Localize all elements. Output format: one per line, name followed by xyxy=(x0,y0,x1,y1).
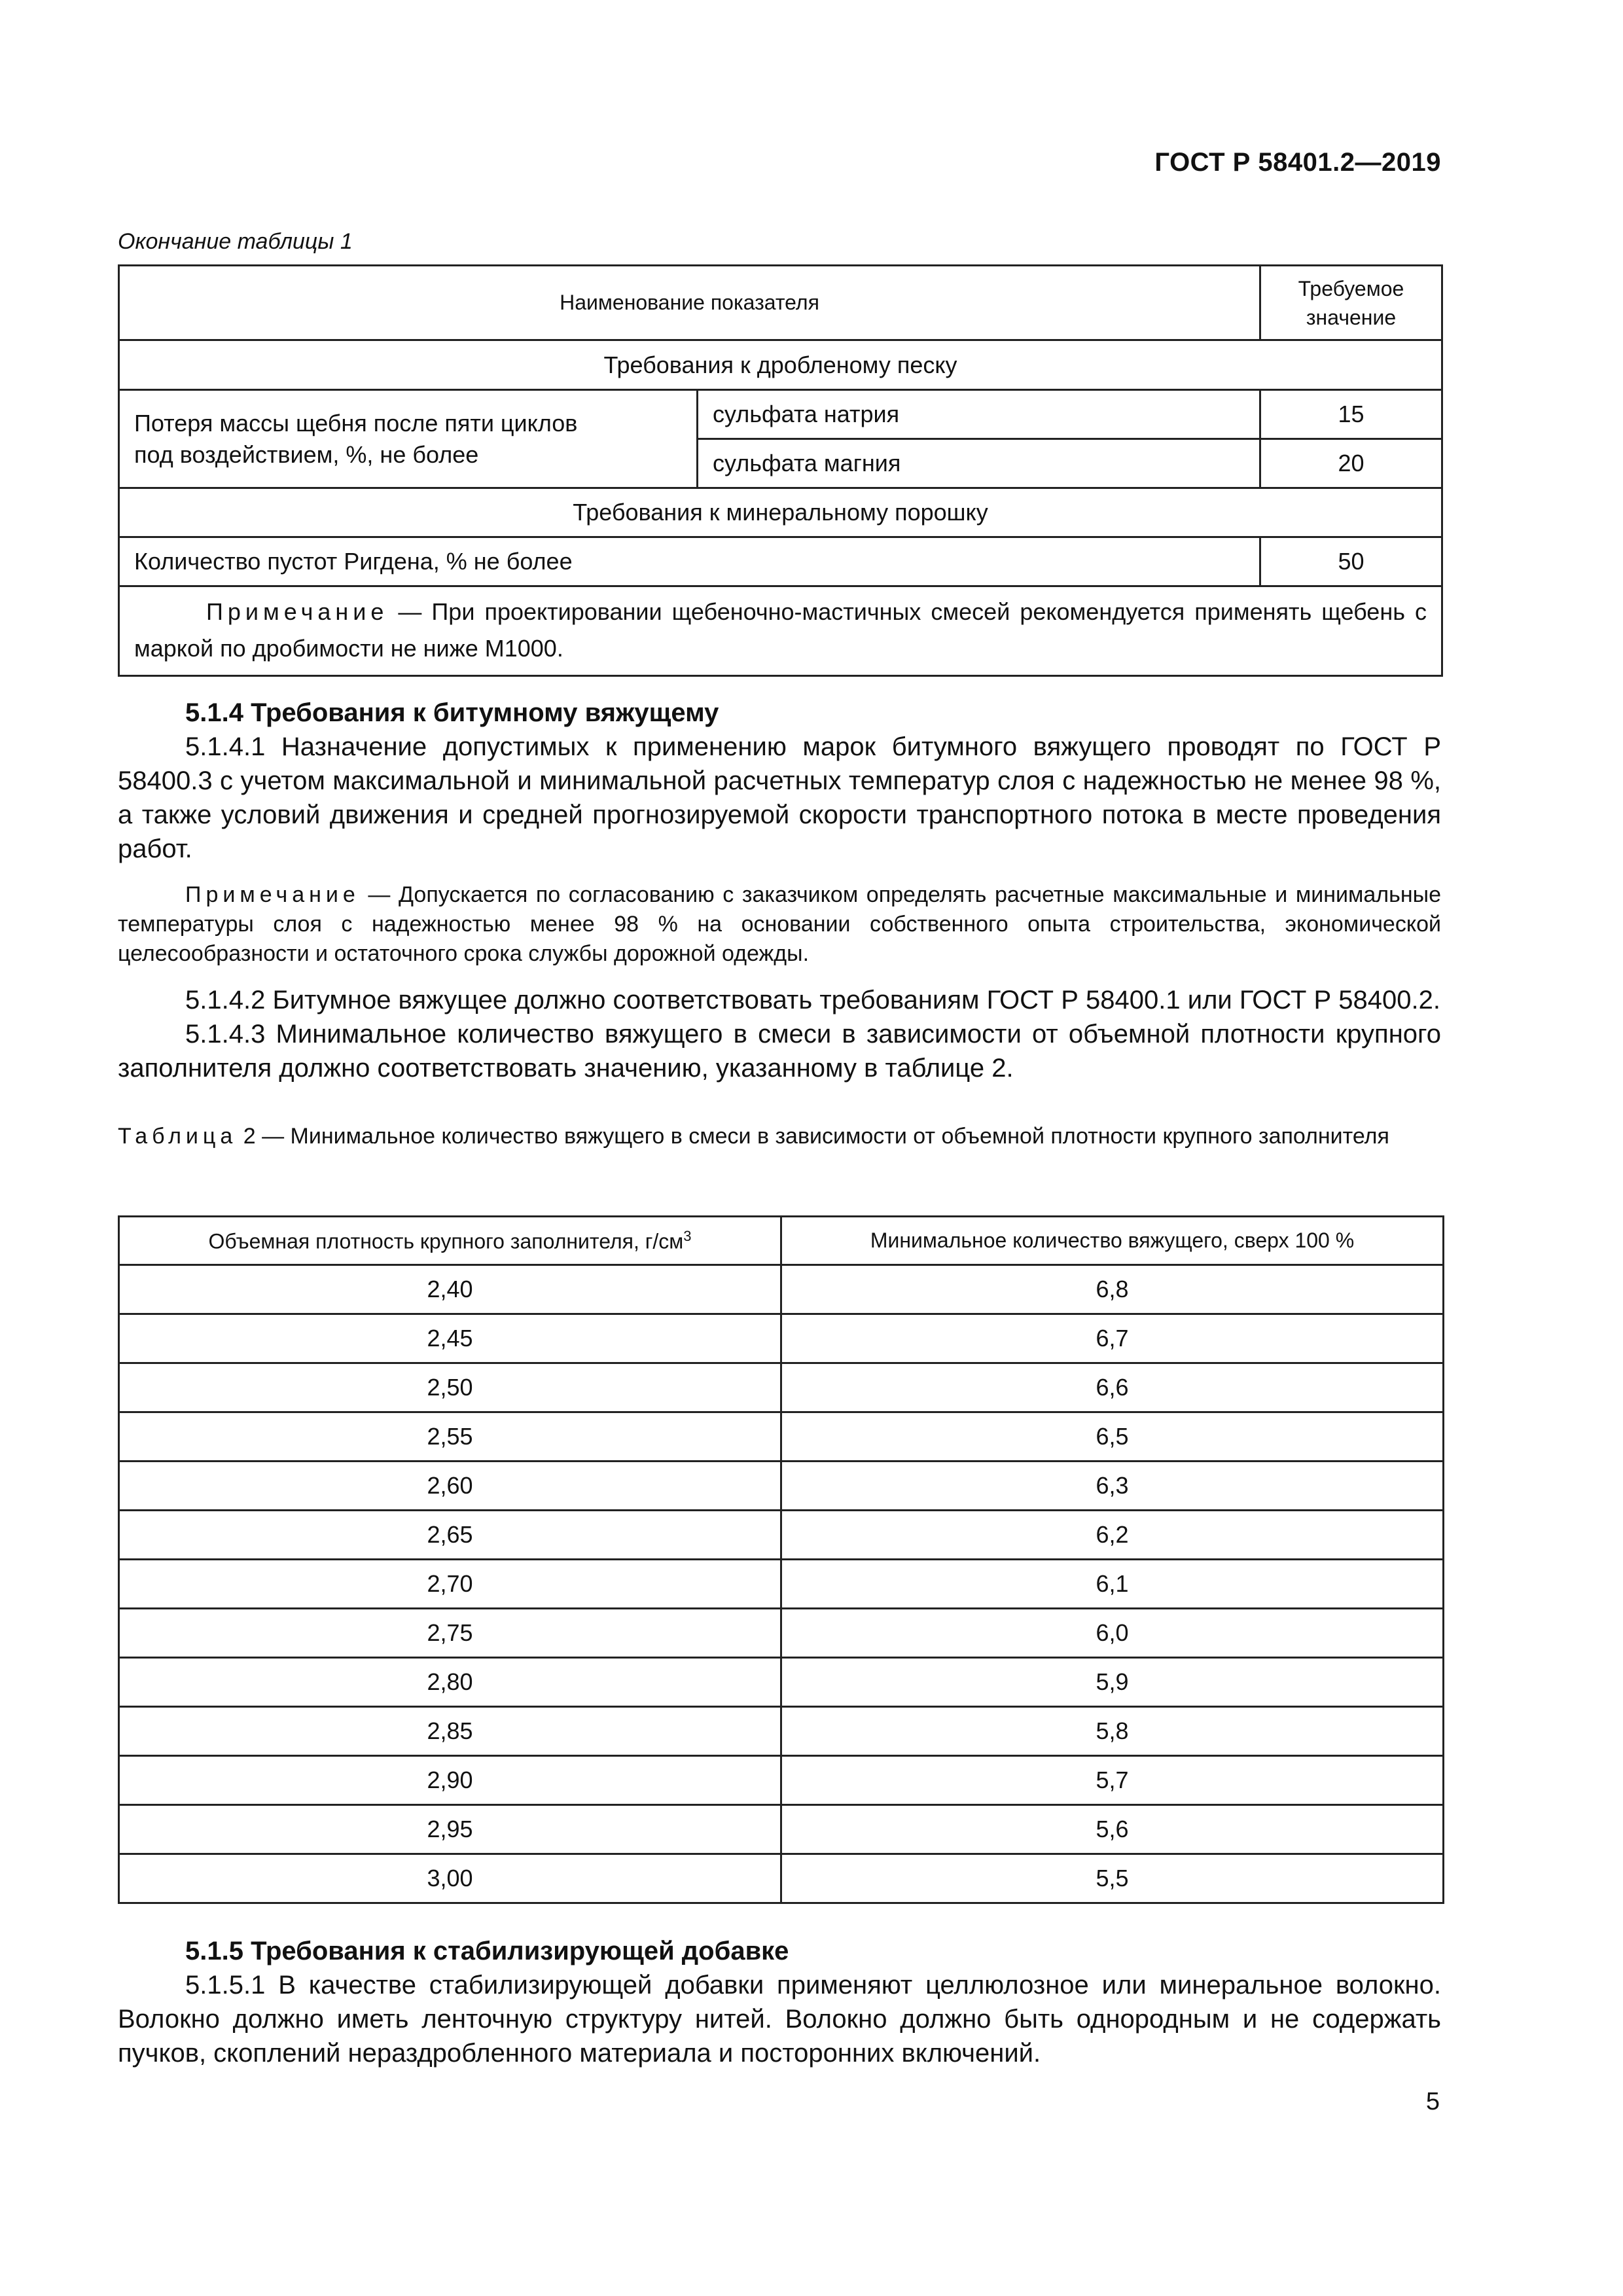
table2-body xyxy=(119,1265,1444,1903)
table2-density-cell: 2,70 xyxy=(119,1560,781,1609)
section-515-heading: 5.1.5 Требования к стабилизирующей добавке xyxy=(185,1937,789,1965)
table1-row xyxy=(119,390,1442,439)
table2-row xyxy=(119,1511,1444,1560)
table1-magnesium-value: 20 xyxy=(1260,439,1442,488)
table1-section-row xyxy=(119,340,1442,390)
table2-row xyxy=(119,1560,1444,1609)
table1-header-row xyxy=(119,266,1442,340)
table2-row xyxy=(119,1462,1444,1511)
section-514 xyxy=(118,696,1441,1151)
table2-row xyxy=(119,1658,1444,1707)
table2-row xyxy=(119,1265,1444,1314)
table2-binder-cell: 6,2 xyxy=(781,1511,1444,1560)
table1-loss-label xyxy=(119,390,698,488)
table2-density-cell: 2,40 xyxy=(119,1265,781,1314)
table1-note-row xyxy=(119,586,1442,676)
table1-caption: Окончание таблицы 1 xyxy=(118,229,353,254)
table1-loss-label-line2: под воздействием, %, не более xyxy=(134,440,479,468)
table2-density-cell: 2,60 xyxy=(119,1462,781,1511)
table2-binder-cell: 6,0 xyxy=(781,1609,1444,1658)
table2-binder-cell: 6,5 xyxy=(781,1412,1444,1462)
section-514-note-word: Примечание xyxy=(185,882,360,907)
table2-row xyxy=(119,1805,1444,1854)
table2-density-cell: 2,85 xyxy=(119,1707,781,1756)
table2-row xyxy=(119,1412,1444,1462)
table1-rigden-value: 50 xyxy=(1260,537,1442,586)
table2-header-row xyxy=(119,1217,1444,1265)
table1-col-indicator: Наименование показателя xyxy=(119,266,1260,340)
table2-binder-cell: 6,7 xyxy=(781,1314,1444,1363)
section-514-note-text: — Допускается по согласованию с заказчиком определять расчетные максимальные и минимальные температуры слоя с надежностью менее 98 % на основании собственного опыта строительства, экономической целесообразности и остаточного срока службы дорожной одежды. xyxy=(118,882,1441,966)
table2-density-cell: 2,80 xyxy=(119,1658,781,1707)
table2-binder-cell: 6,6 xyxy=(781,1363,1444,1412)
table2-binder-cell: 5,9 xyxy=(781,1658,1444,1707)
table2-col-density-label: Объемная плотность крупного заполнителя, г/см xyxy=(208,1229,684,1253)
table2-density-cell: 2,45 xyxy=(119,1314,781,1363)
table1-col-required-line2: значение xyxy=(1306,305,1397,329)
table2-density-cell: 2,95 xyxy=(119,1805,781,1854)
table1-section-powder: Требования к минеральному порошку xyxy=(119,488,1442,537)
table2-row xyxy=(119,1854,1444,1903)
table2-density-cell: 3,00 xyxy=(119,1854,781,1903)
table2 xyxy=(118,1215,1444,1904)
table2-binder-cell: 5,6 xyxy=(781,1805,1444,1854)
page-number: 5 xyxy=(1425,2088,1440,2115)
section-514-heading: 5.1.4 Требования к битумному вяжущему xyxy=(185,698,719,727)
table1-row xyxy=(119,537,1442,586)
table2-col-binder: Минимальное количество вяжущего, сверх 100 % xyxy=(781,1217,1444,1265)
table2-caption-text: 2 — Минимальное количество вяжущего в смеси в зависимости от объемной плотности крупного заполнителя xyxy=(237,1124,1389,1149)
table1-col-required xyxy=(1260,266,1442,340)
table2-binder-cell: 6,8 xyxy=(781,1265,1444,1314)
table1-sodium-label: сульфата натрия xyxy=(698,390,1260,439)
table2-binder-cell: 5,7 xyxy=(781,1756,1444,1805)
section-514-p2: 5.1.4.2 Битумное вяжущее должно соответствовать требованиям ГОСТ Р 58400.1 или ГОСТ Р 58400.2. xyxy=(185,986,1440,1014)
table2-row xyxy=(119,1707,1444,1756)
table2-caption xyxy=(118,1122,1441,1151)
table2-density-cell: 2,75 xyxy=(119,1609,781,1658)
section-514-p1: 5.1.4.1 Назначение допустимых к применению марок битумного вяжущего проводят по ГОСТ Р 58400.3 с учетом максимальной и минимальной расчетных температур слоя с надежностью не менее 98 %, а также условий движения и средней прогнозируемой скорости транспортного потока в месте проведения работ. xyxy=(118,732,1441,863)
table2-binder-cell: 5,5 xyxy=(781,1854,1444,1903)
table1 xyxy=(118,264,1443,677)
table2-density-cell: 2,65 xyxy=(119,1511,781,1560)
table1-note-text: — При проектировании щебеночно-мастичных смесей рекомендуется применять щебень с маркой по дробимости не ниже М1000. xyxy=(134,598,1427,662)
table1-col-required-line1: Требуемое xyxy=(1298,276,1404,300)
table2-density-cell: 2,50 xyxy=(119,1363,781,1412)
table2-density-cell: 2,55 xyxy=(119,1412,781,1462)
table1-sodium-value: 15 xyxy=(1260,390,1442,439)
table1-loss-label-line1: Потеря массы щебня после пяти циклов xyxy=(134,409,578,437)
section-514-note xyxy=(118,880,1441,969)
table2-binder-cell: 5,8 xyxy=(781,1707,1444,1756)
document-code: ГОСТ Р 58401.2—2019 xyxy=(1154,148,1441,177)
section-515-p1: 5.1.5.1 В качестве стабилизирующей добавки применяют целлюлозное или минеральное волокно. Волокно должно иметь ленточную структуру нитей. Волокно должно быть однородным и не содержать пучков, скоплений нераздробленного материала и посторонних включений. xyxy=(118,1971,1441,2068)
table1-note-word: Примечание xyxy=(206,598,389,625)
table1-note xyxy=(119,586,1442,676)
table1-rigden-label: Количество пустот Ригдена, % не более xyxy=(119,537,1260,586)
section-515 xyxy=(118,1934,1441,2070)
table2-binder-cell: 6,1 xyxy=(781,1560,1444,1609)
table2-row xyxy=(119,1314,1444,1363)
table2-density-cell: 2,90 xyxy=(119,1756,781,1805)
table2-row xyxy=(119,1756,1444,1805)
table2-row xyxy=(119,1609,1444,1658)
section-514-p3: 5.1.4.3 Минимальное количество вяжущего в смеси в зависимости от объемной плотности крупного заполнителя должно соответствовать значению, указанному в таблице 2. xyxy=(118,1020,1441,1083)
table2-col-density-sup: 3 xyxy=(683,1227,692,1244)
table2-row xyxy=(119,1363,1444,1412)
table1-section-row xyxy=(119,488,1442,537)
table2-caption-word: Таблица xyxy=(118,1124,238,1149)
table1-magnesium-label: сульфата магния xyxy=(698,439,1260,488)
table1-section-sand: Требования к дробленому песку xyxy=(119,340,1442,390)
table2-binder-cell: 6,3 xyxy=(781,1462,1444,1511)
table2-col-density xyxy=(119,1217,781,1265)
